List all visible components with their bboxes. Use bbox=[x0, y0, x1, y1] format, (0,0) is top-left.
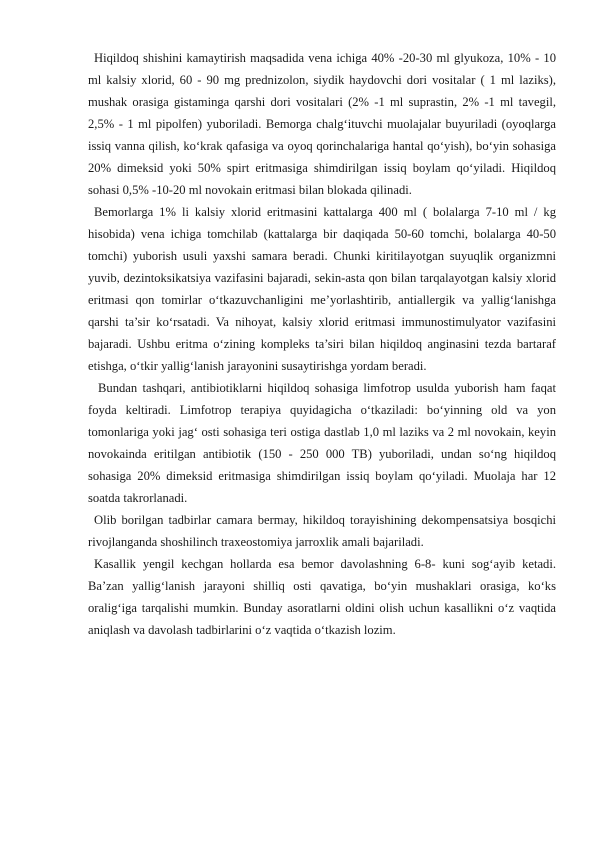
paragraph-lymphotropic-therapy: Bundan tashqari, antibiotiklarni hiqildoq sohasiga limfotrop usulda yuborish ham faqat foyda keltiradi. Limfotrop terapiya quyidagicha o‘tkaziladi: bo‘yinning old va yon tomonlariga yoki jag‘ osti sohasiga teri ostiga dastlab 1,0 ml laziks va 2 ml novokain, keyin novokainda eritilgan antibiotik (150 - 250 000 TB) yuboriladi, undan so‘ng hiqildoq sohasiga 20% dimeksid eritmasiga shimdirilgan issiq boylam qo‘yiladi. Muolaja har 12 soatda takrorlanadi. bbox=[88, 381, 556, 505]
document-page bbox=[88, 47, 556, 641]
paragraph-laryngeal-edema: Hiqildoq shishini kamaytirish maqsadida vena ichiga 40% -20-30 ml glyukoza, 10% - 10 ml kalsiy xlorid, 60 - 90 mg prednizolon, siydik haydovchi dori vositalar ( 1 ml laziks), mushak orasiga gistaminga qarshi dori vositalari (2% -1 ml suprastin, 2% -1 ml tavegil, 2,5% - 1 ml pipolfen) yuboriladi. Bemorga chalg‘ituvchi muolajalar buyuriladi (oyoqlarga issiq vanna qilish, ko‘krak qafasiga va oyoq qorinchalariga hantal qo‘yish), bo‘yin sohasiga 20% dimeksid yoki 50% spirt eritmasiga shimdirilgan issiq boylam qo‘yiladi. Hiqildoq sohasi 0,5% -10-20 ml novokain eritmasi bilan blokada qilinadi. bbox=[88, 51, 556, 197]
paragraph-tracheostomy: Olib borilgan tadbirlar camara bermay, hikildoq torayishining dekompensatsiya bosqichi rivojlanganda shoshilinch traxeostomiya jarroxlik amali bajariladi. bbox=[88, 513, 556, 549]
paragraph-mild-course: Kasallik yengil kechgan hollarda esa bemor davolashning 6-8- kuni sog‘ayib ketadi. Ba’zan yallig‘lanish jarayoni shilliq osti qavatiga, bo‘yin mushaklari orasiga, ko‘ks oralig‘iga tarqalishi mumkin. Bunday asoratlarni oldini olish uchun kasallikni o‘z vaqtida aniqlash va davolash tadbirlarini o‘z vaqtida o‘tkazish lozim. bbox=[88, 557, 556, 637]
paragraph-calcium-chloride: Bemorlarga 1% li kalsiy xlorid eritmasini kattalarga 400 ml ( bolalarga 7-10 ml / kg hisobida) vena ichiga tomchilab (kattalarga bir daqiqada 50-60 tomchi, bolalarga 40-50 tomchi) yuborish usuli yaxshi samara beradi. Chunki kiritilayotgan suyuqlik organizmni yuvib, dezintoksikatsiya vazifasini bajaradi, sekin-asta qon bilan tarqalayotgan kalsiy xlorid eritmasi qon tomirlar o‘tkazuvchanligini me’yorlashtirib, antiallergik va yallig‘lanishga qarshi ta’sir ko‘rsatadi. Va nihoyat, kalsiy xlorid eritmasi immunostimulyator vazifasini bajaradi. Ushbu eritma o‘zining kompleks ta’siri bilan hiqildoq anginasini tezda bartaraf etishga, o‘tkir yallig‘lanish jarayonini susaytirishga yordam beradi. bbox=[88, 205, 556, 373]
